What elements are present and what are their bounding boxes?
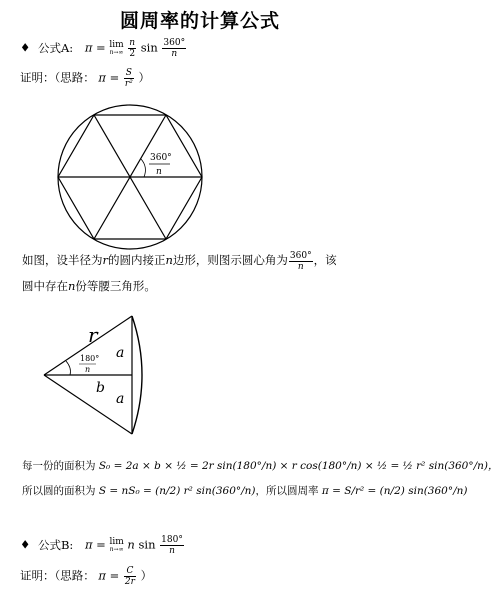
close-paren: ） <box>140 568 153 583</box>
proof-b-row <box>20 566 152 587</box>
sin-function: sin <box>140 40 158 55</box>
fraction-c-over-2r <box>124 566 136 587</box>
angle-numerator: 360° <box>150 153 172 163</box>
fraction-denominator: 2r <box>124 577 135 587</box>
text: 份等腰三角形。 <box>75 278 156 293</box>
text: 每一份的面积为 <box>22 460 96 472</box>
text: 圆中存在 <box>22 278 68 293</box>
pi-expression: π = S/r² = (n/2) sin(360°/n) <box>321 485 468 497</box>
fraction-numerator: n <box>129 38 136 48</box>
arc <box>132 316 142 434</box>
text: 如图，设半径为 <box>22 253 103 267</box>
text: 边形，则图示圆心角为 <box>172 253 288 267</box>
close-paren: ） <box>138 70 150 85</box>
lim-subscript: n→∞ <box>109 546 124 553</box>
sin-function: sin <box>138 537 156 552</box>
formula-b-row <box>20 535 185 556</box>
angle-arc <box>141 159 145 177</box>
lim-text: lim <box>109 537 124 547</box>
fraction-numerator: S <box>125 68 132 78</box>
fraction-numerator: 360° <box>289 250 312 261</box>
var-n: n <box>68 278 76 293</box>
lim-text: lim <box>109 40 124 50</box>
fraction-180-over-n <box>160 535 184 556</box>
formula-a-label: 公式A: <box>37 40 74 55</box>
formula-b-label: 公式B: <box>37 537 74 552</box>
label-r: r <box>88 323 98 347</box>
bullet-icon: ♦ <box>20 40 31 55</box>
angle-denominator: n <box>156 167 162 177</box>
fraction-denominator: n <box>169 546 175 556</box>
var-n: n <box>165 253 173 267</box>
description-paragraph <box>22 250 392 296</box>
fraction-numerator: C <box>124 566 136 577</box>
label-a-bottom: a <box>116 391 125 407</box>
lim-subscript: n→∞ <box>109 49 124 56</box>
proof-a-row <box>20 68 150 89</box>
half-angle-numerator: 180° <box>80 354 100 363</box>
pi-equals: π = <box>98 568 120 583</box>
half-angle-arc <box>66 361 71 375</box>
area-line-1 <box>22 458 499 473</box>
fraction-denominator: n <box>297 261 304 272</box>
fraction-s-over-r2 <box>124 68 134 89</box>
limit-operator <box>109 41 123 56</box>
proof-b-label: 证明：（思路： <box>20 568 95 583</box>
pi-symbol: π <box>84 40 93 55</box>
label-a-top: a <box>116 345 125 361</box>
limit-operator <box>109 538 123 553</box>
circle-area-expression: S = nS₀ = (n/2) r² sin(360°/n) <box>98 485 256 497</box>
text: ，所以圆周率 <box>255 485 319 497</box>
fraction-denominator: 2 <box>129 49 136 59</box>
fraction-360-over-n <box>162 38 186 59</box>
equals-sign: = <box>96 537 106 552</box>
fraction-n-over-2 <box>128 38 136 59</box>
label-b: b <box>96 380 105 396</box>
text: ，该 <box>313 253 337 267</box>
proof-a-label: 证明：（思路： <box>20 70 95 85</box>
fraction-numerator: 180° <box>161 535 183 545</box>
fraction-denominator: r² <box>124 79 133 89</box>
fraction-numerator: 360° <box>163 38 186 48</box>
hexagon-circle-diagram <box>40 102 220 252</box>
text: 所以圆的面积为 <box>22 485 96 497</box>
var-r: r <box>102 253 108 267</box>
sector-triangle-diagram <box>40 312 170 442</box>
area-line-2 <box>22 483 468 498</box>
var-n: n <box>127 537 135 552</box>
bullet-icon: ♦ <box>20 537 31 552</box>
page-title: 圆周率的计算公式 <box>119 10 280 32</box>
text: 的圆内接正 <box>108 253 166 267</box>
formula-a-row <box>20 38 187 59</box>
central-angle-fraction <box>289 251 313 272</box>
fraction-denominator: n <box>171 49 178 59</box>
equals-sign: = <box>96 40 106 55</box>
area-expression: S₀ = 2a × b × ½ = 2r sin(180°/n) × r cos(180°/n) × ½ = ½ r² sin(360°/n)， <box>98 460 499 472</box>
pi-symbol: π <box>84 537 93 552</box>
pi-equals: π = <box>98 70 120 85</box>
half-angle-denominator: n <box>85 365 91 374</box>
